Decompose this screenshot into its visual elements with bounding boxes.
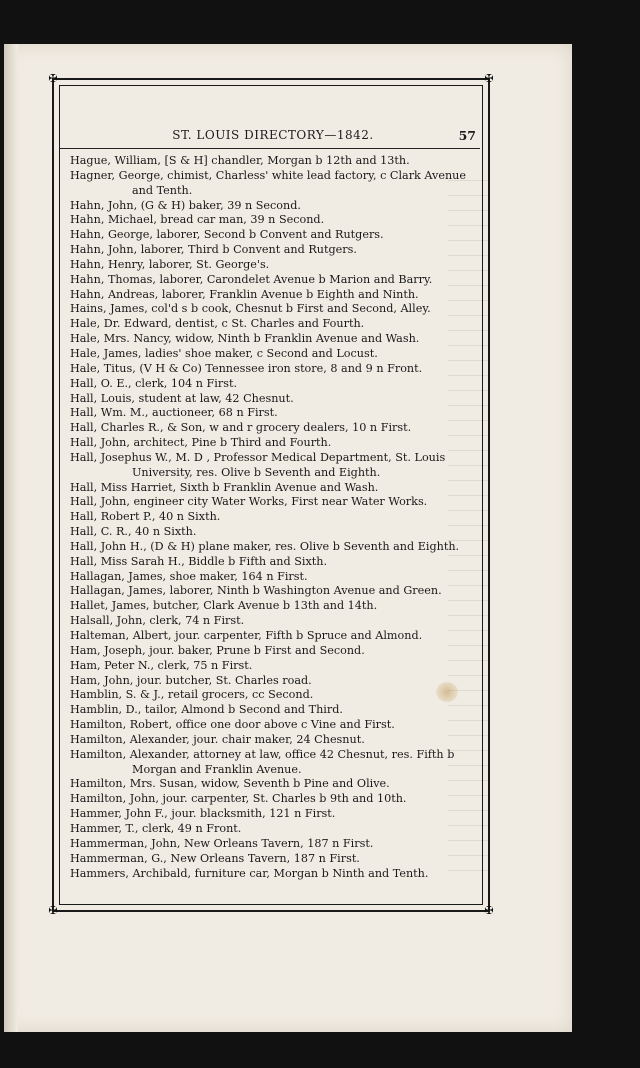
directory-entry	[70, 674, 474, 689]
entry-line: Hall, Louis, student at law, 42 Chesnut.	[70, 391, 294, 405]
directory-entry	[70, 228, 474, 243]
directory-entry	[70, 317, 474, 332]
entry-line: Hall, O. E., clerk, 104 n First.	[70, 376, 238, 390]
directory-entry	[70, 273, 474, 288]
entry-line: Halteman, Albert, jour. carpenter, Fifth b Spruce and Almond.	[70, 629, 423, 642]
entry-line: Hamilton, Alexander, attorney at law, office 42 Chesnut, res. Fifth b	[70, 747, 455, 761]
entry-line: Hammer, T., clerk, 49 n Front.	[70, 821, 242, 835]
directory-entry	[70, 481, 474, 496]
entry-line: Hahn, Michael, bread car man, 39 n Second.	[70, 213, 325, 227]
directory-entry	[70, 688, 474, 703]
directory-entry	[70, 599, 474, 614]
entry-line: Hall, John, architect, Pine b Third and Fourth.	[70, 436, 332, 450]
directory-entry	[70, 421, 474, 436]
running-title: ST. LOUIS DIRECTORY—1842.	[172, 128, 374, 142]
entry-line: Hamilton, Alexander, jour. chair maker, 24 Chesnut.	[70, 732, 365, 746]
directory-entry	[70, 258, 474, 273]
directory-entry	[70, 703, 474, 718]
entry-line: Hammerman, John, New Orleans Tavern, 187 n First.	[70, 836, 374, 850]
entry-line: Hahn, Andreas, laborer, Franklin Avenue b Eighth and Ninth.	[70, 287, 419, 301]
directory-entry	[70, 777, 474, 792]
entry-line: Hale, James, ladies' shoe maker, c Second and Locust.	[70, 346, 378, 360]
directory-entry	[70, 510, 474, 525]
directory-entry	[70, 436, 474, 451]
entry-continuation-line: Morgan and Franklin Avenue.	[132, 762, 302, 776]
directory-entry	[70, 495, 474, 510]
directory-entry	[70, 213, 474, 228]
directory-entry	[70, 852, 474, 867]
directory-entry	[70, 392, 474, 407]
header-rule	[60, 148, 480, 149]
entry-line: Ham, John, jour. butcher, St. Charles road.	[70, 673, 312, 687]
directory-entry	[70, 288, 474, 303]
directory-entry	[70, 584, 474, 599]
entry-line: Hale, Titus, (V H & Co) Tennessee iron store, 8 and 9 n Front.	[70, 361, 423, 375]
entry-line: Hale, Dr. Edward, dentist, c St. Charles and Fourth.	[70, 317, 365, 331]
running-head	[70, 128, 476, 148]
entry-line: Hall, Charles R., & Son, w and r grocery dealers, 10 n First.	[70, 421, 412, 435]
entry-line: Hains, James, col'd s b cook, Chesnut b First and Second, Alley.	[70, 302, 431, 316]
directory-entry	[70, 540, 474, 555]
entry-line: Hall, John H., (D & H) plane maker, res. Olive b Seventh and Eighth.	[70, 539, 460, 553]
entry-line: Hall, C. R., 40 n Sixth.	[70, 525, 197, 539]
entry-line: Hammer, John F., jour. blacksmith, 121 n First.	[70, 807, 336, 821]
directory-entry	[70, 302, 474, 317]
directory-entry	[70, 451, 474, 481]
directory-entry	[70, 406, 474, 421]
entry-line: Hagner, George, chimist, Charless' white lead factory, c Clark Avenue	[70, 168, 466, 182]
corner-ornament-icon: ✠	[48, 904, 58, 917]
entry-line: Hamblin, D., tailor, Almond b Second and Third.	[70, 703, 343, 717]
entry-line: Hall, Robert P., 40 n Sixth.	[70, 510, 221, 524]
directory-entry	[70, 733, 474, 748]
entry-line: Hahn, Thomas, laborer, Carondelet Avenue b Marion and Barry.	[70, 272, 433, 286]
entry-line: Hammerman, G., New Orleans Tavern, 187 n First.	[70, 851, 360, 865]
entry-line: Hamilton, John, jour. carpenter, St. Charles b 9th and 10th.	[70, 792, 407, 806]
directory-entry	[70, 243, 474, 258]
directory-entry	[70, 629, 474, 644]
entry-line: Hahn, George, laborer, Second b Convent and Rutgers.	[70, 228, 384, 242]
directory-entry	[70, 748, 474, 778]
entry-continuation-line: University, res. Olive b Seventh and Eighth.	[132, 465, 381, 479]
entry-line: Hallet, James, butcher, Clark Avenue b 13th and 14th.	[70, 599, 378, 613]
page-number: 57	[458, 128, 476, 143]
entry-line: Hallagan, James, shoe maker, 164 n First.	[70, 569, 308, 583]
corner-ornament-icon: ✠	[48, 72, 58, 85]
directory-entry	[70, 614, 474, 629]
entry-line: Hall, John, engineer city Water Works, First near Water Works.	[70, 495, 428, 509]
directory-entry	[70, 525, 474, 540]
directory-entry	[70, 867, 474, 882]
entry-line: Hamblin, S. & J., retail grocers, cc Second.	[70, 688, 314, 702]
entry-line: Hahn, John, (G & H) baker, 39 n Second.	[70, 198, 301, 212]
corner-ornament-icon: ✠	[484, 904, 494, 917]
directory-entry	[70, 555, 474, 570]
entry-line: Hamilton, Mrs. Susan, widow, Seventh b Pine and Olive.	[70, 777, 390, 791]
directory-entry	[70, 807, 474, 822]
entry-line: Ham, Joseph, jour. baker, Prune b First and Second.	[70, 643, 365, 657]
directory-entry	[70, 659, 474, 674]
directory-entry	[70, 154, 474, 169]
entry-line: Hallagan, James, laborer, Ninth b Washington Avenue and Green.	[70, 584, 442, 598]
entry-line: Hahn, Henry, laborer, St. George's.	[70, 257, 270, 271]
directory-entries	[70, 154, 474, 881]
corner-ornament-icon: ✠	[484, 72, 494, 85]
entry-line: Hale, Mrs. Nancy, widow, Ninth b Franklin Avenue and Wash.	[70, 332, 420, 346]
entry-continuation-line: and Tenth.	[132, 183, 193, 197]
entry-line: Halsall, John, clerk, 74 n First.	[70, 614, 245, 628]
directory-entry	[70, 837, 474, 852]
entry-line: Hammers, Archibald, furniture car, Morgan b Ninth and Tenth.	[70, 866, 429, 880]
entry-line: Ham, Peter N., clerk, 75 n First.	[70, 658, 253, 672]
entry-line: Hall, Miss Sarah H., Biddle b Fifth and Sixth.	[70, 554, 328, 568]
entry-line: Hall, Wm. M., auctioneer, 68 n First.	[70, 406, 278, 420]
page-gutter-shadow	[4, 44, 18, 1032]
directory-entry	[70, 644, 474, 659]
entry-line: Hall, Josephus W., M. D , Professor Medical Department, St. Louis	[70, 450, 446, 464]
entry-line: Hamilton, Robert, office one door above c Vine and First.	[70, 718, 395, 732]
directory-entry	[70, 570, 474, 585]
directory-entry	[70, 332, 474, 347]
directory-entry	[70, 792, 474, 807]
directory-entry	[70, 718, 474, 733]
directory-entry	[70, 362, 474, 377]
directory-entry	[70, 199, 474, 214]
entry-line: Hall, Miss Harriet, Sixth b Franklin Avenue and Wash.	[70, 480, 379, 494]
entry-line: Hahn, John, laborer, Third b Convent and Rutgers.	[70, 243, 357, 257]
directory-entry	[70, 377, 474, 392]
directory-entry	[70, 347, 474, 362]
directory-entry	[70, 822, 474, 837]
directory-entry	[70, 169, 474, 199]
entry-line: Hague, William, [S & H] chandler, Morgan b 12th and 13th.	[70, 154, 410, 167]
